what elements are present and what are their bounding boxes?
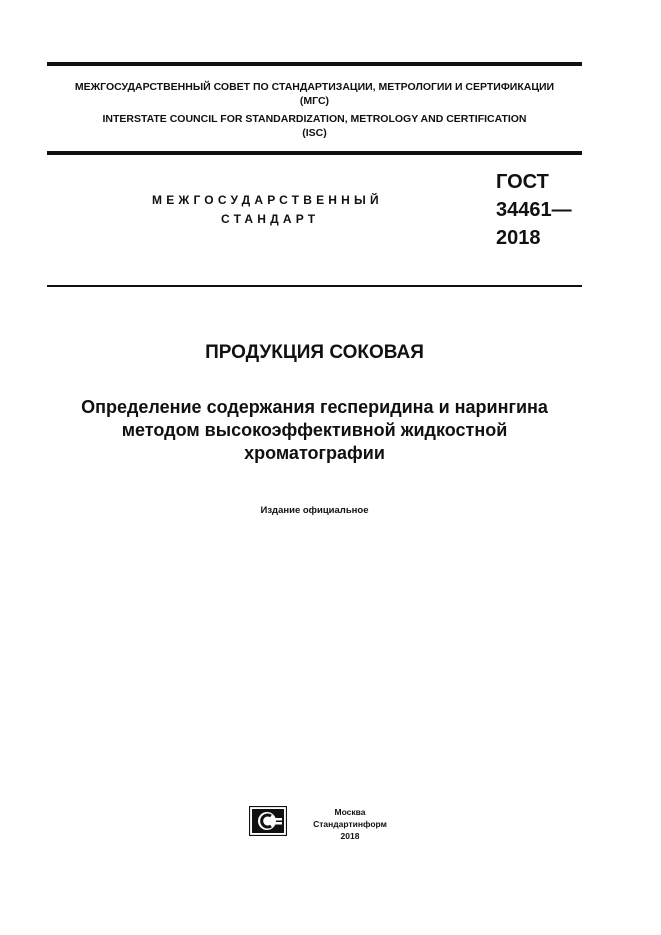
gost-year: 2018 <box>496 227 541 249</box>
publisher-city: Москва <box>334 807 366 817</box>
council-name-ru: МЕЖГОСУДАРСТВЕННЫЙ СОВЕТ ПО СТАНДАРТИЗАЦИИ, МЕТРОЛОГИИ И СЕРТИФИКАЦИИ <box>74 81 555 93</box>
council-name-en: INTERSTATE COUNCIL FOR STANDARDIZATION, METROLOGY AND CERTIFICATION <box>102 113 527 125</box>
subtitle-line1: Определение содержания гесперидина и нарингина <box>81 397 548 417</box>
document-title: ПРОДУКЦИЯ СОКОВАЯ <box>205 342 424 363</box>
standard-type-line2: СТАНДАРТ <box>221 212 320 226</box>
subtitle-line2: методом высокоэффективной жидкостной <box>121 420 508 440</box>
subtitle-line3: хроматографии <box>244 443 385 463</box>
gost-number: 34461— <box>496 199 572 221</box>
publisher-name: Стандартинформ <box>313 819 387 829</box>
council-abbr-en: (ISC) <box>302 127 327 139</box>
designation-bottom-rule <box>47 285 582 287</box>
standard-type-line1: МЕЖГОСУДАРСТВЕННЫЙ <box>152 193 383 207</box>
council-abbr-ru: (МГС) <box>299 95 330 107</box>
standartinform-logo <box>249 806 287 836</box>
header-bottom-rule <box>47 151 582 155</box>
top-rule <box>47 62 582 66</box>
gost-prefix: ГОСТ <box>496 171 549 193</box>
publisher-year: 2018 <box>340 831 360 841</box>
edition-label: Издание официальное <box>260 505 369 516</box>
